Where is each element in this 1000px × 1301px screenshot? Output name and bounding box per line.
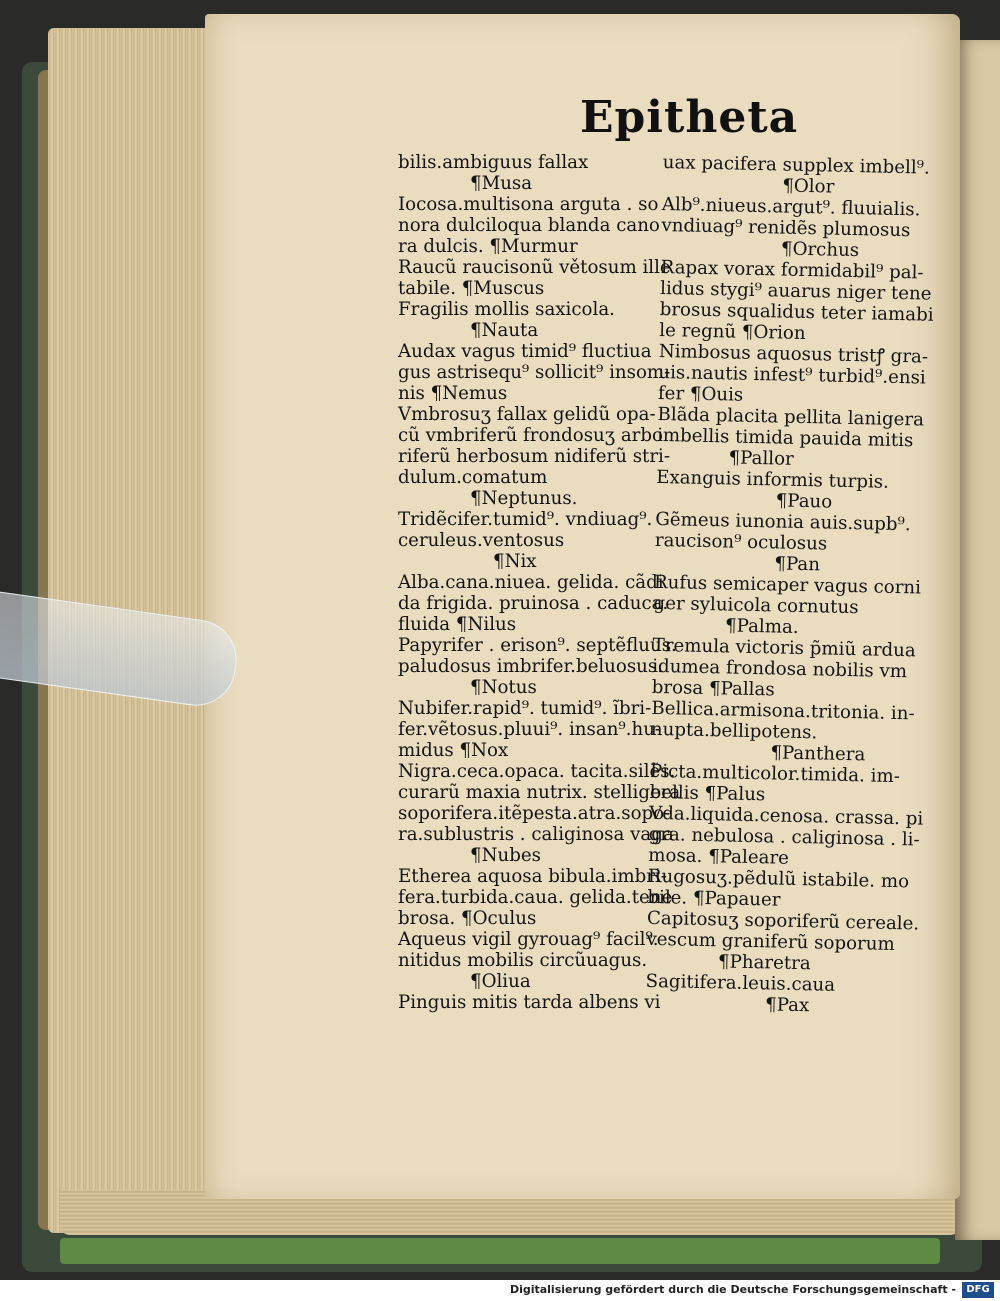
text-line: imbellis timida pauida mitis	[656, 424, 914, 452]
text-line: ¶Panthera	[770, 742, 866, 766]
funding-note: Digitalisierung gefördert durch die Deutsche Forschungsgemeinschaft -	[509, 1283, 956, 1296]
text-line: ceruleus.ventosus	[398, 530, 565, 551]
text-line: fer ¶Ouis	[657, 382, 744, 406]
text-line: ¶Pan	[774, 553, 821, 576]
text-line: vndiuag⁹ renidẽs plumosus	[661, 214, 911, 242]
text-line: ra dulcis. ¶Murmur	[398, 236, 578, 257]
text-line: Capitosuʒ soporiferũ cereale.	[646, 907, 920, 935]
text-line: idumea frondosa nobilis vm	[652, 655, 908, 683]
text-line: ¶Nubes	[470, 845, 541, 866]
text-line: Fragilis mollis saxicola.	[398, 299, 615, 320]
text-line: Vmbrosuʒ fallax gelidũ opa-	[398, 404, 656, 425]
text-line: Iocosa.multisona arguta . so	[398, 194, 659, 215]
text-line: nora dulciloqua blanda cano	[398, 215, 660, 236]
text-line: bile. ¶Papauer	[647, 886, 781, 911]
text-line: midus ¶Nox	[398, 740, 509, 761]
text-line: cũ vmbriferũ frondosuʒ arbo	[398, 425, 663, 446]
text-line: Sagitifera.leuis.caua	[645, 970, 836, 996]
text-line: Raucũ raucisonũ větosum ille	[398, 257, 671, 278]
text-line: brosa ¶Pallas	[651, 676, 775, 701]
text-line: vescum graniferũ soporum	[646, 928, 895, 956]
text-line: ger syluicola cornutus	[653, 592, 859, 619]
text-line: bilis.ambiguus fallax	[398, 152, 589, 173]
text-line: Etherea aquosa bibula.imbri-	[398, 866, 667, 887]
text-line: Exanguis informis turpis.	[655, 466, 890, 493]
text-line: Picta.multicolor.timida. im-	[649, 760, 901, 788]
running-header: Epitheta	[580, 92, 799, 143]
cover-edge	[60, 1238, 940, 1264]
text-line: Nubifer.rapid⁹. tumid⁹. ĩbri-	[398, 698, 652, 719]
text-line: nis ¶Nemus	[398, 383, 508, 404]
text-line: ¶Orchus	[780, 238, 860, 262]
text-line: nupta.bellipotens.	[650, 718, 818, 744]
text-line: gra. nebulosa . caliginosa . li-	[648, 823, 920, 851]
text-line: dulum.comatum	[398, 467, 548, 488]
text-line: ¶Neptunus.	[470, 488, 578, 509]
text-line: fluida ¶Nilus	[398, 614, 517, 635]
text-line: Nigra.ceca.opaca. tacita.silẽs.	[398, 761, 676, 782]
text-line: Bellica.armisona.tritonia. in-	[651, 697, 915, 725]
text-line: le regnũ ¶Orion	[659, 319, 806, 345]
text-line: ¶Pharetra	[717, 951, 811, 975]
text-line: ¶Olor	[782, 175, 835, 198]
text-line: raucison⁹ oculosus	[654, 529, 828, 555]
text-line: ra.sublustris . caliginosa vaga	[398, 824, 674, 845]
text-line: mosa. ¶Paleare	[648, 844, 790, 869]
text-line: gus astrisequ⁹ sollicit⁹ insom-	[398, 362, 671, 383]
text-line: Nimbosus aquosus tristꝭ gra-	[658, 340, 929, 368]
text-line: Rapax vorax formidabil⁹ pal-	[660, 256, 924, 284]
text-line: ¶Oliua	[470, 971, 531, 992]
text-line: ¶Palma.	[724, 615, 799, 638]
text-line: ¶Nauta	[470, 320, 539, 341]
text-line: Aqueus vigil gyrouag⁹ facil⁹.	[398, 929, 659, 950]
text-line: Tremula victoris p̃miũ ardua	[652, 634, 916, 662]
dfg-logo: DFG	[962, 1282, 994, 1298]
footer-bar	[0, 1280, 1000, 1301]
text-line: ¶Pax	[764, 994, 810, 1017]
text-line: bellis ¶Palus	[649, 781, 766, 806]
text-line: brosus squalidus teter iamabi	[659, 298, 934, 326]
text-line: Papyrifer . erison⁹. septẽfluus.	[398, 635, 677, 656]
text-line: curarũ maxia nutrix. stelligera	[398, 782, 681, 803]
text-line: brosa. ¶Oculus	[398, 908, 537, 929]
text-line: ¶Pauo	[775, 490, 833, 513]
text-line: Alb⁹.niueus.argut⁹. fluuialis.	[661, 193, 921, 221]
text-line: Blãda placita pellita lanigera	[657, 403, 925, 431]
text-line: tabile. ¶Muscus	[398, 278, 545, 299]
text-line: Rufus semicaper vagus corni	[653, 571, 922, 599]
left-text-column	[398, 152, 681, 1013]
text-line: uis.nautis infest⁹ turbid⁹.ensi	[658, 361, 926, 389]
text-line: paludosus imbrifer.beluosus.	[398, 656, 664, 677]
facing-page-edge	[955, 40, 1000, 1240]
text-line: Audax vagus timid⁹ fluctiua	[398, 341, 652, 362]
text-line: ¶Notus	[470, 677, 537, 698]
text-line: Pinguis mitis tarda albens vi	[398, 992, 661, 1013]
text-line: Vda.liquida.cenosa. crassa. pi	[648, 802, 924, 830]
text-line: ¶Musa	[470, 173, 533, 194]
text-line: soporifera.itẽpesta.atra.sopo-	[398, 803, 671, 824]
text-line: uax pacifera supplex imbell⁹.	[662, 152, 930, 179]
text-line: Tridẽcifer.tumid⁹. vndiuag⁹.	[398, 509, 653, 530]
text-line: ¶Nix	[493, 551, 537, 572]
text-line: lidus stygi⁹ auarus niger tene	[659, 277, 932, 305]
text-line: Alba.cana.niuea. gelida. cãdi	[398, 572, 664, 593]
text-line: da frigida. pruinosa . caduca.	[398, 593, 669, 614]
text-line: nitidus mobilis circũuagus.	[398, 950, 648, 971]
text-line: fer.vẽtosus.pluui⁹. insan⁹.hu-	[398, 719, 662, 740]
text-line: riferũ herbosum nidiferũ stri-	[398, 446, 671, 467]
text-line: Rugosuʒ.pẽdulũ istabile. mo	[647, 865, 910, 893]
text-line: ¶Pallor	[728, 447, 794, 470]
text-line: fera.turbida.caua. gelida.tene	[398, 887, 673, 908]
text-line: Gẽmeus iunonia auis.supb⁹.	[655, 508, 911, 536]
right-text-column	[645, 152, 934, 1018]
